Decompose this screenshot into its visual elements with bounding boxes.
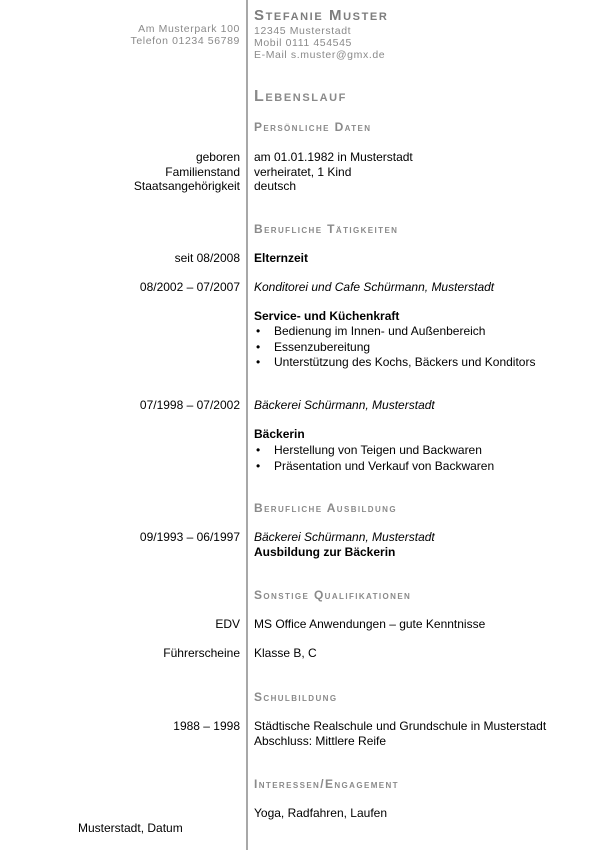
contact-block-left [131, 23, 241, 47]
personal-values [254, 150, 413, 194]
value-marital: verheiratet, 1 Kind [254, 164, 352, 179]
list-item: • Herstellung von Teigen und Backwaren [254, 443, 494, 459]
school-line-2: Abschluss: Mittlere Reife [254, 733, 387, 748]
label-marital: Familienstand [165, 164, 240, 179]
section-heading-interests: Interessen/Engagement [254, 777, 399, 791]
training-period: 09/1993 – 06/1997 [139, 530, 240, 544]
list-item: • Präsentation und Verkauf von Backwaren [254, 459, 494, 475]
list-item: • Unterstützung des Kochs, Bäckers und Konditors [254, 355, 535, 371]
career-role-2: Service- und Küchenkraft [254, 309, 400, 323]
career-company-2: Konditorei und Cafe Schürmann, Musterstadt [254, 280, 495, 294]
document-title: Lebenslauf [254, 88, 347, 105]
career-tasks-3 [254, 443, 494, 474]
section-heading-school: Schulbildung [254, 690, 338, 704]
value-nationality: deutsch [254, 179, 297, 193]
person-name: Stefanie Muster [254, 7, 389, 24]
list-item: • Bedienung im Innen- und Außenbereich [254, 324, 535, 340]
career-role-3: Bäckerin [254, 427, 305, 441]
section-heading-other: Sonstige Qualifikationen [254, 588, 412, 602]
career-period-1: seit 08/2008 [174, 251, 240, 265]
career-period-2: 08/2002 – 07/2007 [139, 280, 240, 294]
school-details [254, 719, 546, 748]
address: Am Musterpark 100 [138, 23, 240, 35]
career-company-3: Bäckerei Schürmann, Musterstadt [254, 398, 435, 412]
list-item: • Essenzubereitung [254, 340, 535, 356]
section-heading-training: Berufliche Ausbildung [254, 501, 397, 515]
signature-place-date: Musterstadt, Datum [78, 821, 183, 835]
interests-value: Yoga, Radfahren, Laufen [254, 806, 388, 820]
edv-value: MS Office Anwendungen – gute Kenntnisse [254, 617, 486, 631]
phone: Telefon 01234 56789 [130, 35, 240, 47]
license-value: Klasse B, C [254, 646, 317, 660]
label-nationality: Staatsangehörigkeit [133, 179, 240, 193]
training-title: Ausbildung zur Bäckerin [254, 545, 396, 559]
contact-block-right [254, 7, 388, 61]
personal-labels [134, 150, 240, 194]
training-company: Bäckerei Schürmann, Musterstadt [254, 530, 435, 544]
edv-label: EDV [215, 617, 240, 631]
city: 12345 Musterstadt [254, 25, 352, 37]
school-period: 1988 – 1998 [173, 719, 240, 733]
value-born: am 01.01.1982 in Musterstadt [254, 150, 413, 164]
career-tasks-2 [254, 324, 535, 371]
section-heading-personal: Persönliche Daten [254, 120, 372, 134]
mobile: Mobil 0111 454545 [254, 37, 352, 49]
section-heading-career: Berufliche Tätigkeiten [254, 222, 399, 236]
label-born: geboren [195, 150, 240, 164]
school-line-1: Städtische Realschule und Grundschule in Musterstadt [254, 719, 547, 733]
license-label: Führerscheine [163, 646, 240, 660]
career-period-3: 07/1998 – 07/2002 [139, 398, 240, 412]
vertical-divider [246, 0, 248, 850]
email: E-Mail s.muster@gmx.de [254, 49, 386, 61]
career-title-1: Elternzeit [254, 251, 309, 265]
